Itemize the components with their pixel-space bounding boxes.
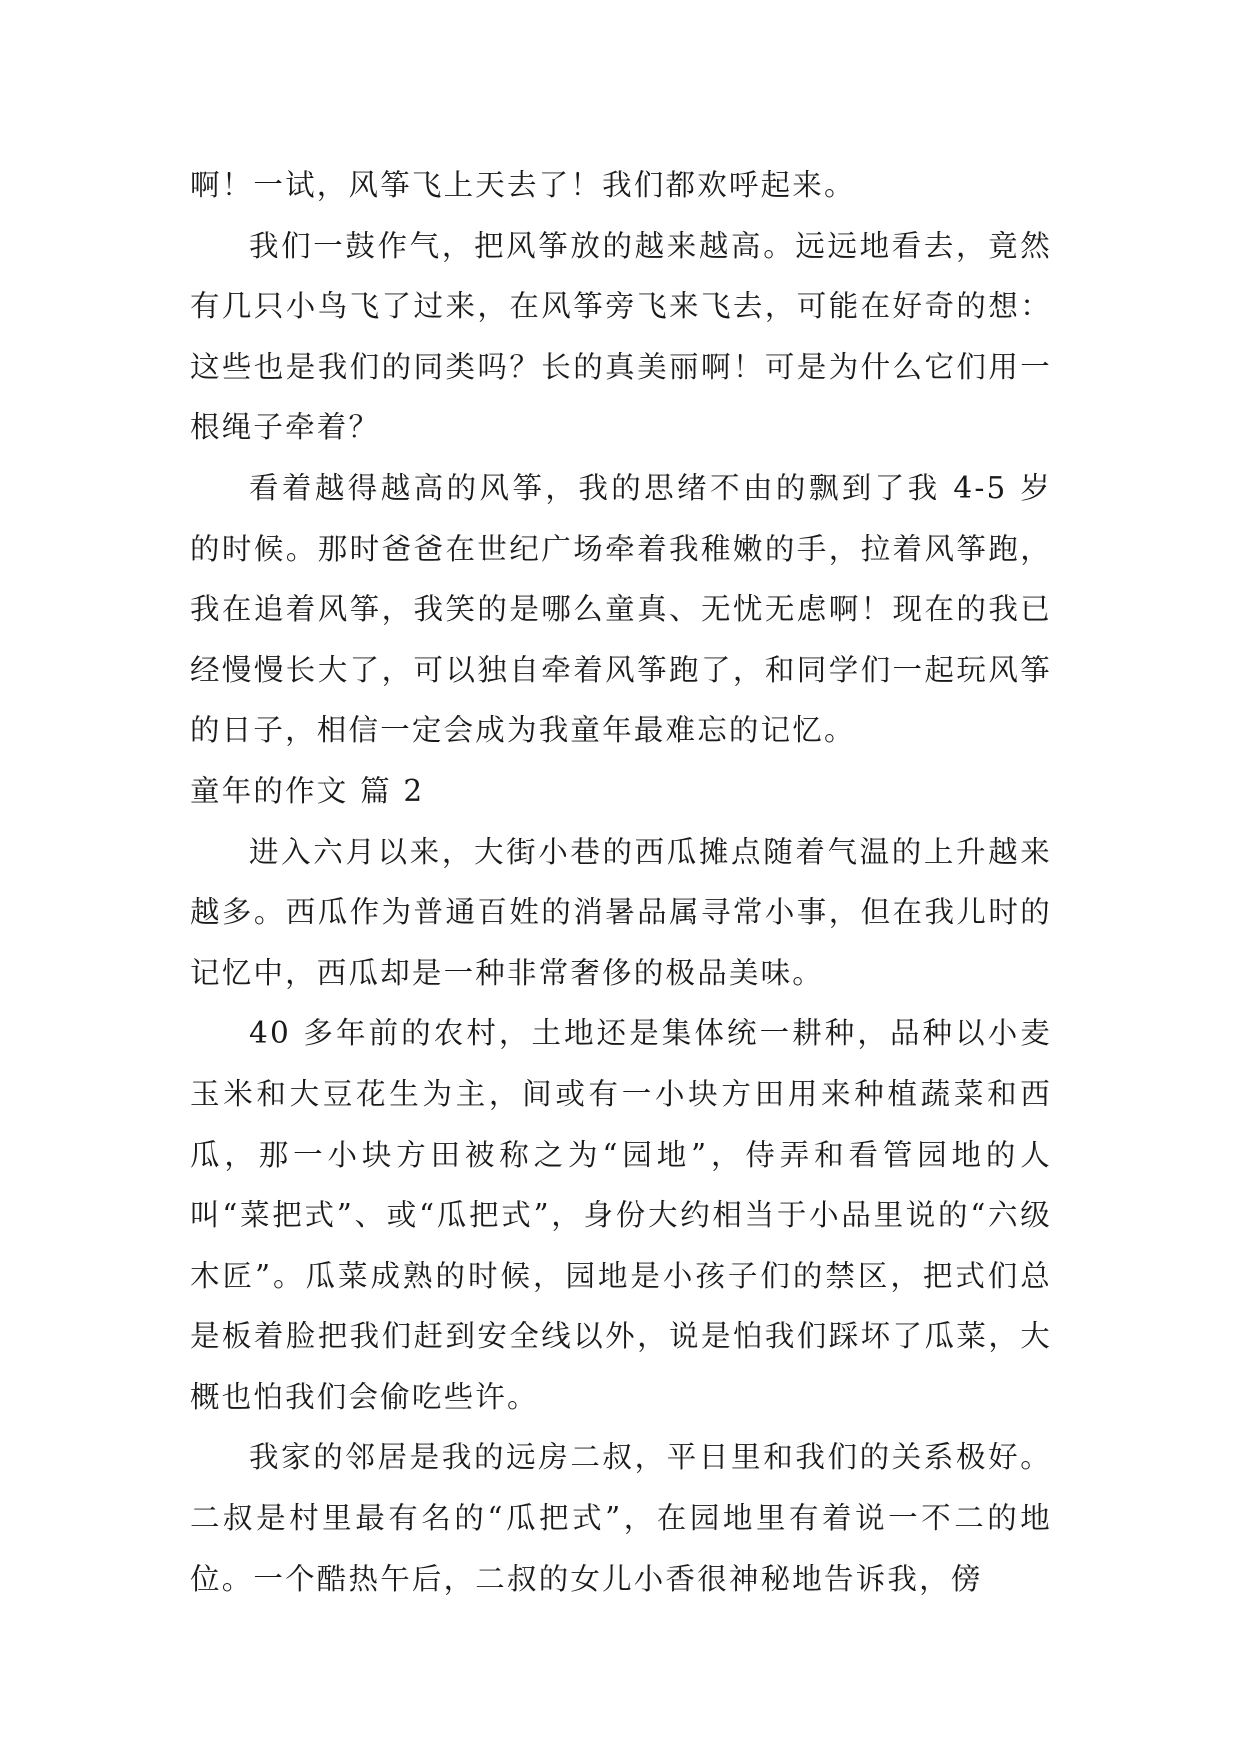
- paragraph: 啊！一试，风筝飞上天去了！我们都欢呼起来。: [190, 168, 856, 202]
- section-heading: 童年的作文 篇 2: [190, 773, 425, 808]
- paragraph: 我们一鼓作气，把风筝放的越来越高。远远地看去，竟然有几只小鸟飞了过来，在风筝旁飞来飞去，可能在好奇的想：这些也是我们的同类吗？长的真美丽啊！可是为什么它们用一根绳子牵着？: [190, 228, 1052, 445]
- document-body: [190, 155, 1052, 1609]
- paragraph: 进入六月以来，大街小巷的西瓜摊点随着气温的上升越来越多。西瓜作为普通百姓的消暑品属寻常小事，但在我儿时的记忆中，西瓜却是一种非常奢侈的极品美味。: [190, 834, 1052, 990]
- paragraph: 40 多年前的农村，土地还是集体统一耕种，品种以小麦玉米和大豆花生为主，间或有一小块方田用来种植蔬菜和西瓜，那一小块方田被称之为“园地”，侍弄和看管园地的人叫“菜把式”、或“瓜把式”，身份大约相当于小品里说的“六级木匠”。瓜菜成熟的时候，园地是小孩子们的禁区，把式们总是板着脸把我们赶到安全线以外，说是怕我们踩坏了瓜菜，大概也怕我们会偷吃些许。: [190, 1016, 1052, 1414]
- paragraph: 看着越得越高的风筝，我的思绪不由的飘到了我 4-5 岁的时候。那时爸爸在世纪广场牵着我稚嫩的手，拉着风筝跑，我在追着风筝，我笑的是哪么童真、无忧无虑啊！现在的我已经慢慢长大了，可以独自牵着风筝跑了，和同学们一起玩风筝的日子，相信一定会成为我童年最难忘的记忆。: [190, 470, 1052, 748]
- paragraph: 我家的邻居是我的远房二叔，平日里和我们的关系极好。二叔是村里最有名的“瓜把式”，在园地里有着说一不二的地位。一个酷热午后，二叔的女儿小香很神秘地告诉我，傍: [190, 1440, 1052, 1596]
